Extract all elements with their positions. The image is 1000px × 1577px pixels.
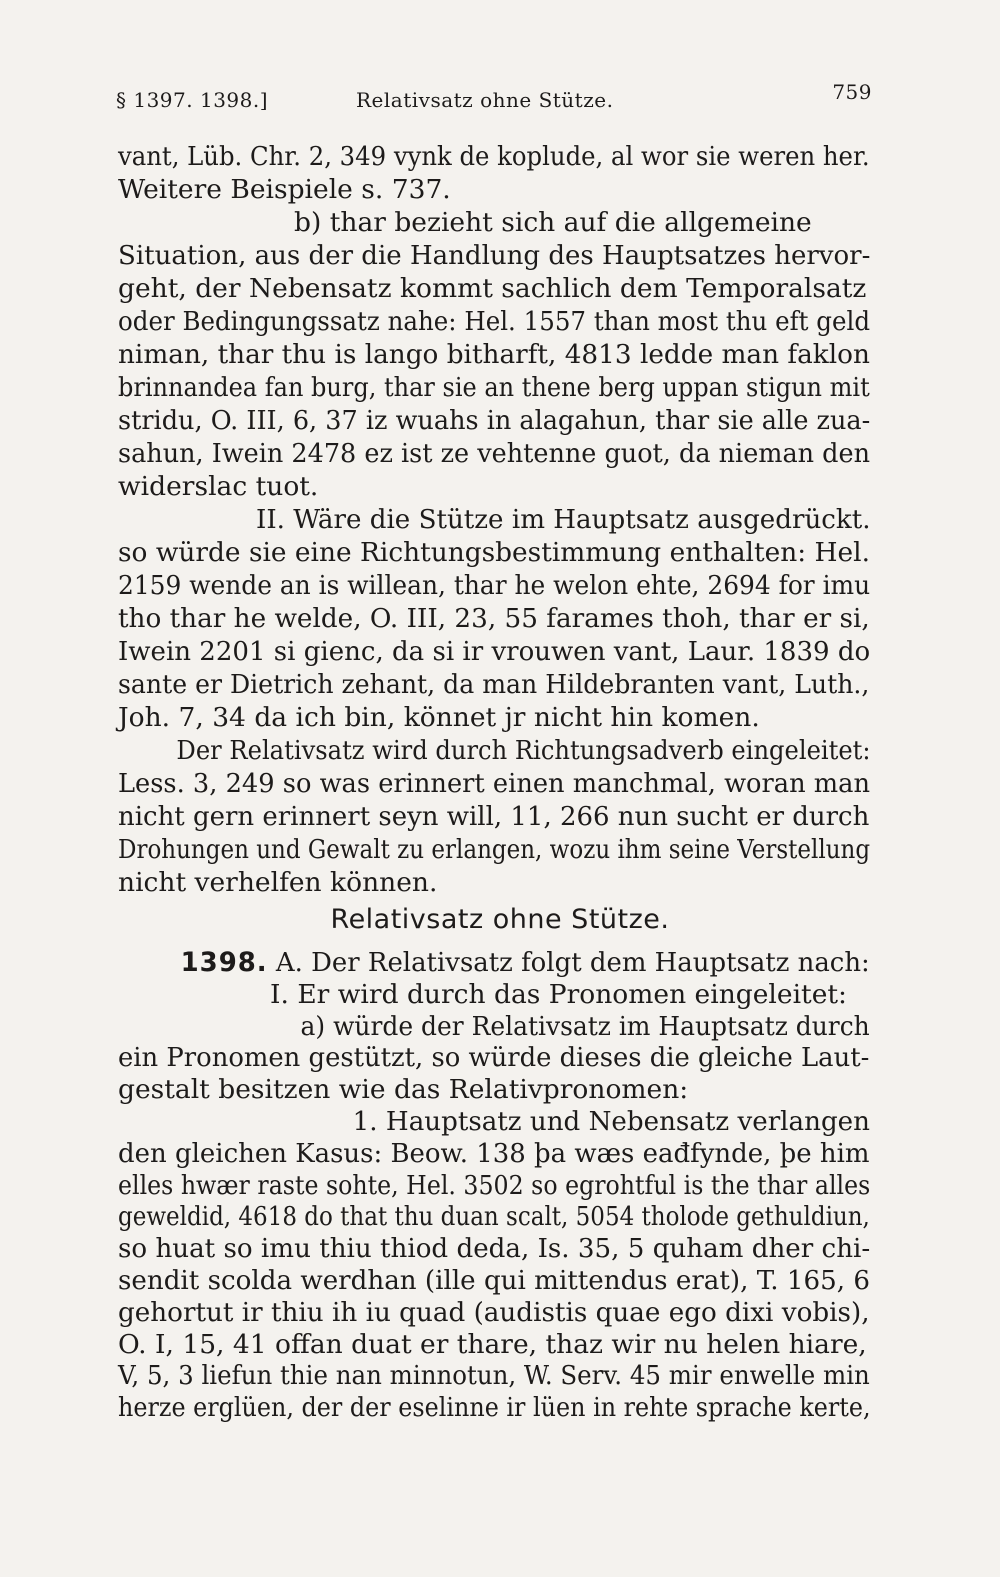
text-line: sendit scolda werdhan (ille qui mittendus erat), T. 165, 6 (118, 1264, 871, 1296)
text-line: elles hwær raste sohte, Hel. 3502 so egrohtful is the thar alles (118, 1169, 871, 1201)
text-line: sahun, Iwein 2478 ez ist ze vehtenne guot, da nieman den (118, 438, 871, 469)
text-line: sante er Dietrich zehant, da man Hildebranten vant, Luth., (118, 669, 870, 700)
text-line: Less. 3, 249 so was erinnert einen manchmal, woran man (118, 768, 870, 799)
text-line: O. I, 15, 41 offan duat er thare, thaz wir nu helen hiare, (118, 1328, 867, 1360)
text-line: Joh. 7, 34 da ich bin, könnet jr nicht hin komen. (118, 702, 760, 733)
text-line: II. Wäre die Stütze im Hauptsatz ausgedrückt. (256, 504, 871, 535)
text-line: geht, der Nebensatz kommt sachlich dem Temporalsatz (118, 273, 867, 304)
text-line: I. Er wird durch das Pronomen eingeleitet: (270, 978, 847, 1010)
text-line: 1. Hauptsatz und Nebensatz verlangen (352, 1105, 870, 1137)
text-line: gehortut ir thiu ih iu quad (audistis quae ego dixi vobis), (118, 1296, 870, 1328)
text-line: nicht verhelfen können. (118, 867, 438, 898)
paragraph-first-line (118, 946, 870, 978)
body-text-lower (118, 946, 870, 1423)
text-line: A. Der Relativsatz folgt dem Hauptsatz nach: (275, 947, 870, 978)
section-heading: Relativsatz ohne Stütze. (330, 904, 670, 935)
text-line: herze erglüen, der der eselinne ir lüen in rehte sprache kerte, (118, 1392, 871, 1424)
running-title: Relativsatz ohne Stütze. (356, 88, 614, 112)
text-line: tho thar he welde, O. III, 23, 55 farames thoh, thar er si, (118, 603, 870, 634)
text-line: a) würde der Relativsatz im Hauptsatz durch (300, 1010, 870, 1042)
text-line: Der Relativsatz wird durch Richtungsadverb eingeleitet: (176, 735, 871, 766)
text-line: niman, thar thu is lango bitharft, 4813 ledde man faklon (118, 339, 870, 370)
text-line: geweldid, 4618 do that thu duan scalt, 5054 tholode gethuldiun, (118, 1201, 870, 1233)
section-reference: § 1397. 1398.] (116, 88, 269, 112)
text-line: vant, Lüb. Chr. 2, 349 vynk de koplude, al wor sie weren her. (118, 141, 870, 172)
running-header (116, 80, 872, 120)
page-number: 759 (832, 80, 872, 104)
text-line: so würde sie eine Richtungsbestimmung enthalten: Hel. (118, 537, 870, 568)
text-line: gestalt besitzen wie das Relativpronomen: (118, 1074, 689, 1106)
text-line: oder Bedingungssatz nahe: Hel. 1557 than most thu eft geld (118, 306, 871, 337)
body-text-upper (118, 140, 870, 899)
paragraph-number: 1398. (180, 947, 268, 978)
text-line: ein Pronomen gestützt, so würde dieses die gleiche Laut- (118, 1042, 870, 1074)
text-line: Weitere Beispiele s. 737. (118, 174, 451, 205)
text-line: nicht gern erinnert seyn will, 11, 266 nun sucht er durch (118, 801, 870, 832)
text-line: V, 5, 3 liefun thie nan minnotun, W. Serv. 45 mir enwelle min (118, 1360, 870, 1392)
text-line: stridu, O. III, 6, 37 iz wuahs in alagahun, thar sie alle zua- (118, 405, 871, 436)
text-line: so huat so imu thiu thiod deda, Is. 35, 5 quham dher chi- (118, 1233, 871, 1265)
text-line: Iwein 2201 si gienc, da si ir vrouwen vant, Laur. 1839 do (118, 636, 871, 667)
text-line: b) thar bezieht sich auf die allgemeine (294, 207, 812, 238)
text-line: den gleichen Kasus: Beow. 138 þa wæs eađfynde, þe him (118, 1137, 870, 1169)
text-line: 2159 wende an is willean, thar he welon ehte, 2694 for imu (118, 570, 871, 601)
text-line: Situation, aus der die Handlung des Hauptsatzes hervor- (118, 240, 871, 271)
text-line: widerslac tuot. (118, 471, 319, 502)
text-line: Drohungen und Gewalt zu erlangen, wozu ihm seine Verstellung (118, 834, 871, 865)
text-line: brinnandea fan burg, thar sie an thene berg uppan stigun mit (118, 372, 870, 403)
